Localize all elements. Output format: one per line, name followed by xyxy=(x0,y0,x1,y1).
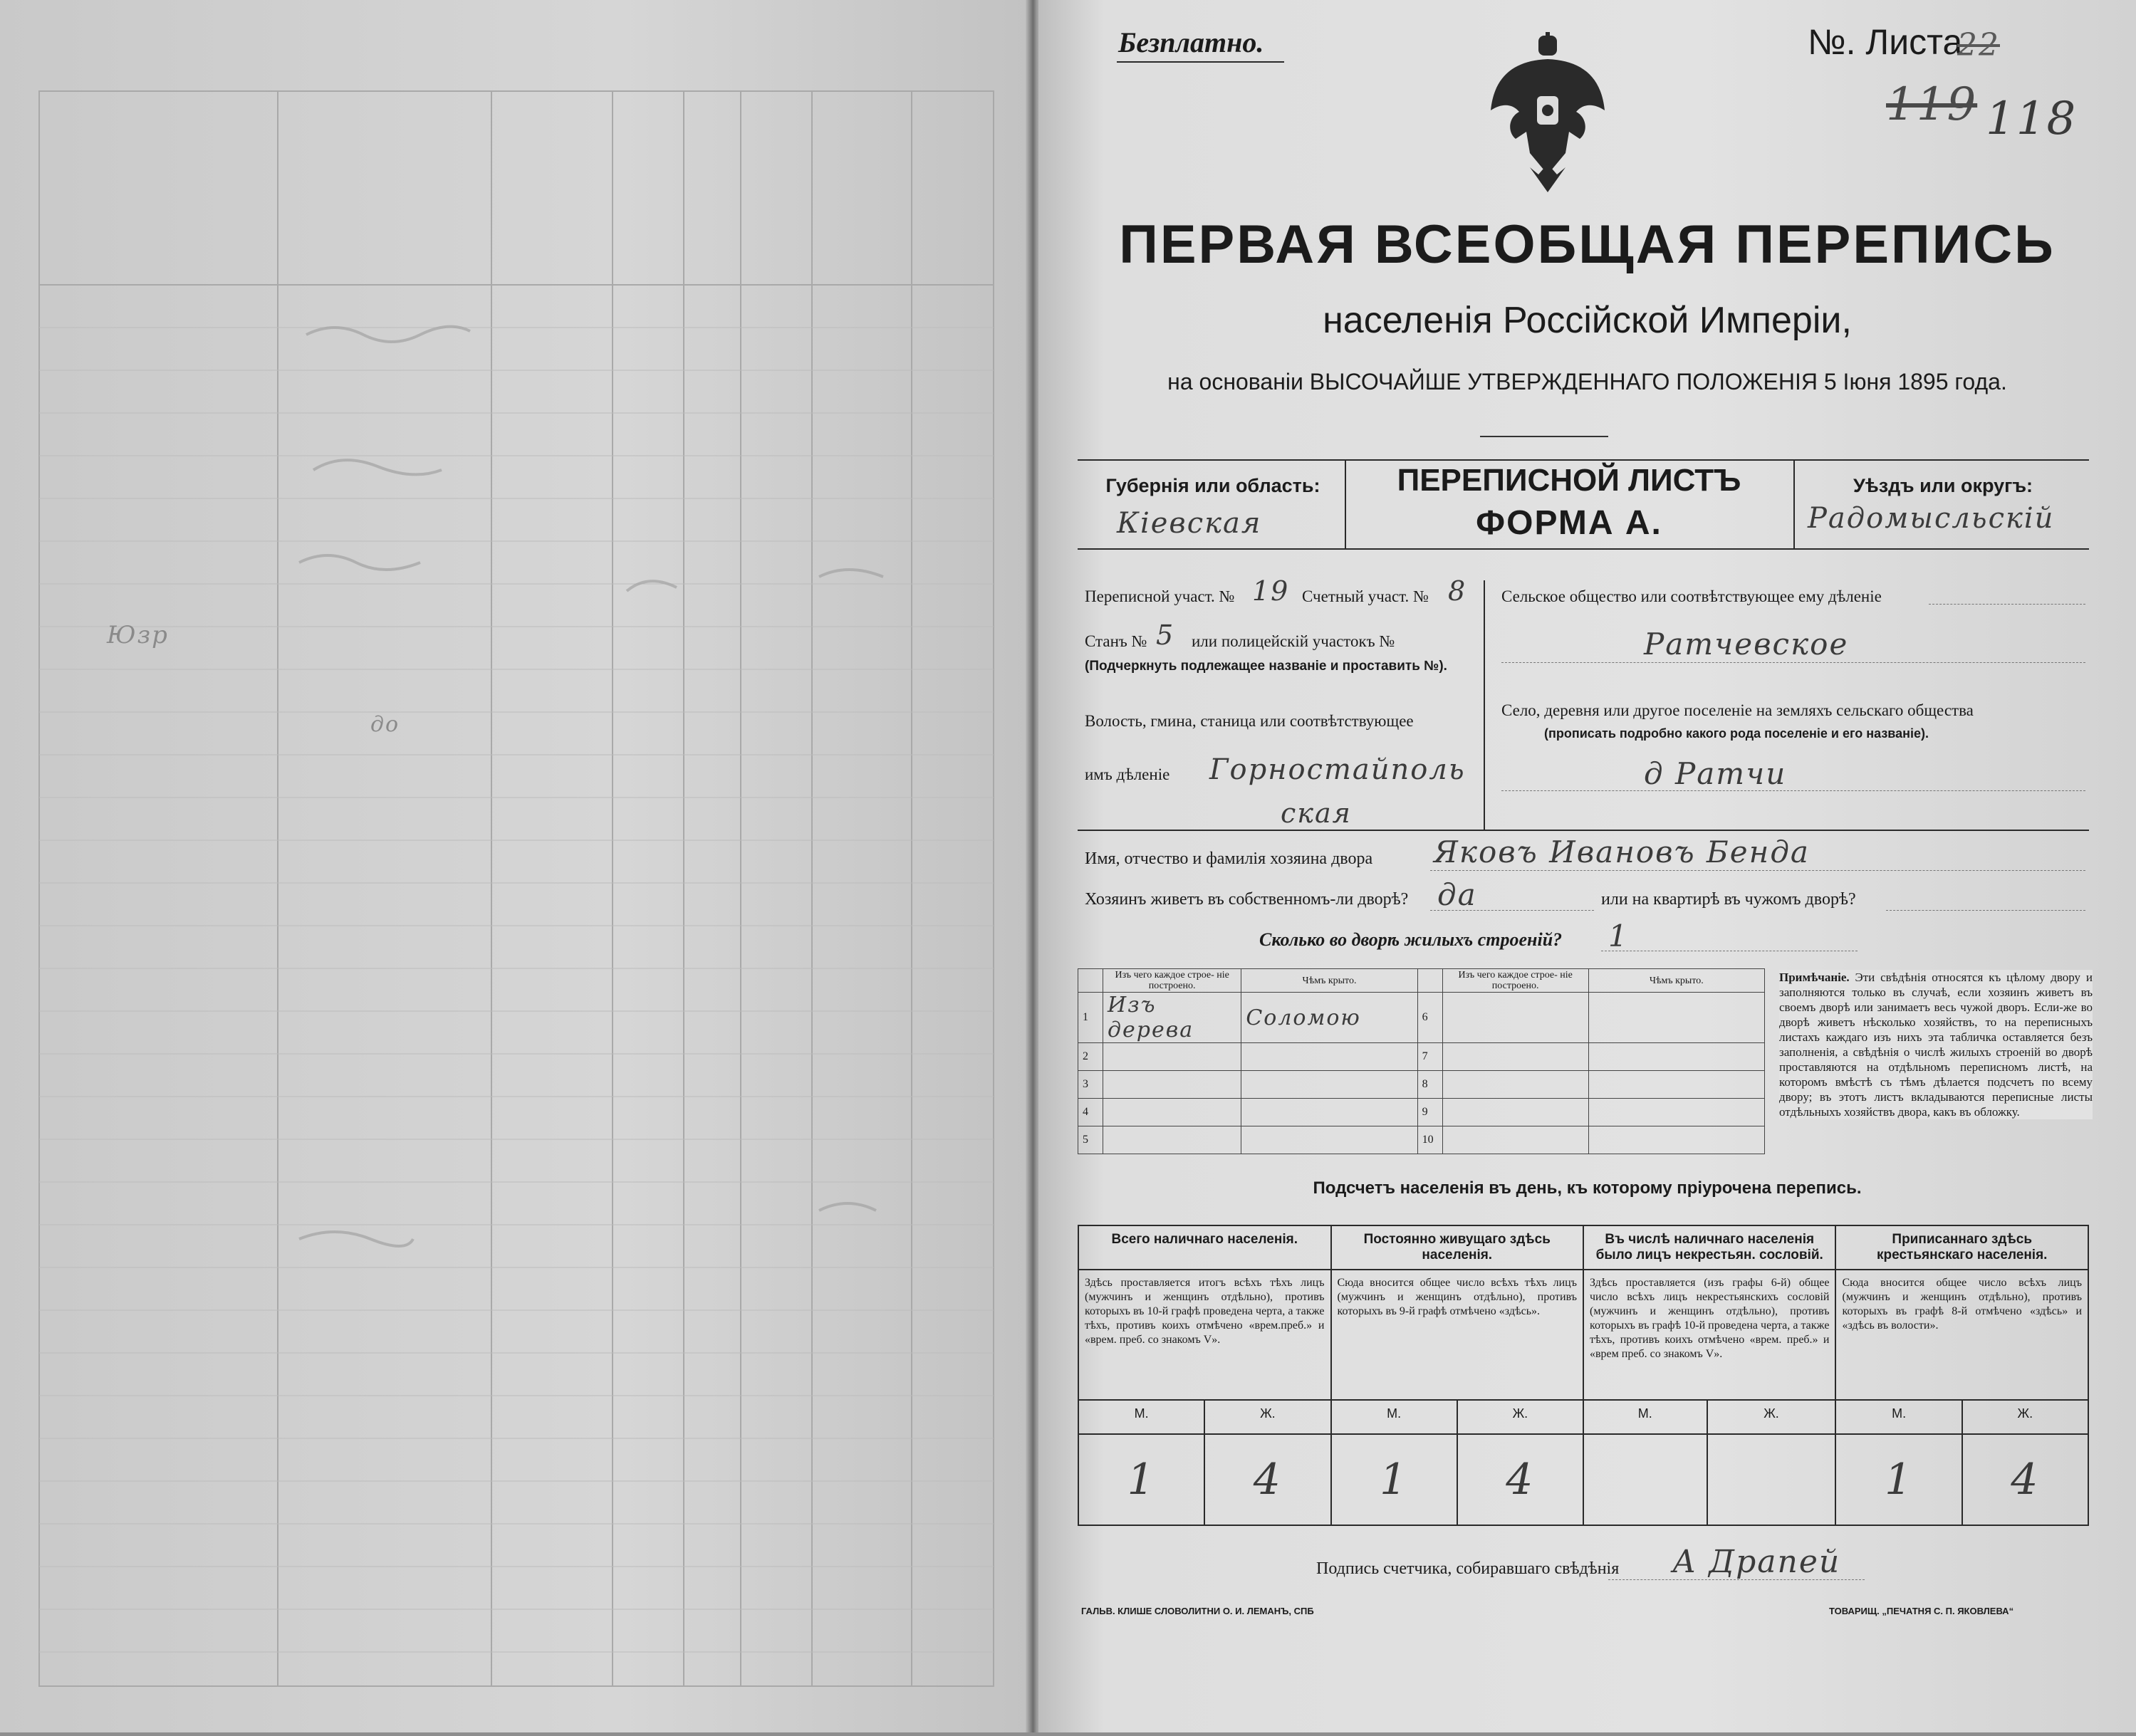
table-row: 3 8 xyxy=(1078,1071,1765,1099)
form-title: ФОРМА А. xyxy=(1476,504,1662,542)
ghost-mark-1: Юзр xyxy=(107,621,169,649)
total-male-count: 1 xyxy=(1078,1434,1204,1525)
left-page-ghost-grid xyxy=(0,0,1033,1732)
sheet-number-struck: 22 xyxy=(1957,27,2000,63)
count-col-1-desc: Здѣсь проставляется итогъ всѣхъ тѣхъ лицъ (мужчинъ и женщинъ отдѣльно), противъ которыхъ въ 10-й графѣ проведена черта, а также тѣхъ, противъ коихъ отмѣчено «врем.преб.» и «врем. преб. со знакомъ V». xyxy=(1078,1270,1331,1400)
col-material-right: Изъ чего каждое строе- ніе построено. xyxy=(1442,969,1588,993)
buildings-table xyxy=(1078,968,1765,1154)
archive-number-old: 119 xyxy=(1886,78,1978,131)
owner-label: Имя, отчество и фамилія хозяина двора xyxy=(1085,849,1373,868)
volost-label-2: имъ дѣленіе xyxy=(1085,765,1170,783)
printer-left: ГАЛЬВ. КЛИШЕ СЛОВОЛИТНИ О. И. ЛЕМАНЪ, СПБ xyxy=(1081,1606,1314,1616)
table-row: 2 7 xyxy=(1078,1043,1765,1071)
count-col-2-desc: Сюда вносится общее число всѣхъ тѣхъ лицъ (мужчинъ и женщинъ отдѣльно), противъ которыхъ въ 9-й графѣ отмѣчено «здѣсь». xyxy=(1331,1270,1584,1400)
ghost-mark-2: до xyxy=(370,712,400,737)
male-label: М. xyxy=(1835,1400,1962,1434)
district-label: Уѣздъ или округъ: xyxy=(1853,475,2033,496)
sheet-number-label: №. Листа xyxy=(1808,22,1963,62)
table-row: 4 9 xyxy=(1078,1099,1765,1126)
note-text: Эти свѣдѣнія относятся къ цѣлому двору и заполняются только въ случаѣ, если хозяинъ живетъ въ своемъ дворѣ или занимаетъ весь чужой дворъ. Если-же во дворѣ живетъ нѣсколько хозяйствъ, то на переписныхъ листахъ каждаго изъ нихъ эта табличка оставляется безъ заполненія, а свѣдѣнія о числѣ жилыхъ строеній во дворѣ проставляются на отдѣльномъ переписномъ листѣ, на которомъ вмѣстѣ съ тѣмъ дѣлается подсчетъ по всему двору; въ этотъ листъ вкладываются переписные листы отдѣльныхъ хозяйствъ двора, какъ въ обложку. xyxy=(1779,971,2093,1119)
buildings-count-value: 1 xyxy=(1608,919,1629,953)
form-subtitle: населенія Россійской Имперіи, xyxy=(1323,300,1852,341)
count-col-4-header: Приписаннаго здѣсь крестьянскаго населенія. xyxy=(1835,1225,2088,1270)
count-col-3-header: Въ числѣ наличнаго населенія было лицъ некрестьян. сословій. xyxy=(1583,1225,1835,1270)
owner-value: Яковъ Ивановъ Бенда xyxy=(1434,835,1810,869)
counting-area-value: 8 xyxy=(1448,575,1467,607)
census-area-value: 19 xyxy=(1252,575,1290,607)
registered-male-count: 1 xyxy=(1835,1434,1962,1525)
form-basis-line: на основаніи ВЫСОЧАЙШЕ УТВЕРЖДЕННАГО ПОЛОЖЕНІЯ 5 Іюня 1895 года. xyxy=(1167,369,2007,394)
male-label: М. xyxy=(1331,1400,1457,1434)
registered-female-count: 4 xyxy=(1962,1434,2088,1525)
table-row: 5 10 xyxy=(1078,1126,1765,1154)
stan-label: Станъ № xyxy=(1085,632,1147,650)
own-yard-label: Хозяинъ живетъ въ собственномъ-ли дворѣ? xyxy=(1085,890,1409,909)
police-label: или полицейскій участокъ № xyxy=(1192,632,1395,650)
note-block xyxy=(1779,970,2093,1119)
table-row: 1 Изъ дерева Соломою 6 xyxy=(1078,993,1765,1043)
permanent-male-count: 1 xyxy=(1331,1434,1457,1525)
stan-value: 5 xyxy=(1156,619,1175,651)
form-main-title: ПЕРВАЯ ВСЕОБЩАЯ ПЕРЕПИСЬ xyxy=(1119,214,2056,275)
nonpeasant-male-count xyxy=(1583,1434,1707,1525)
signature-label: Подпись счетчика, собиравшаго свѣдѣнія xyxy=(1316,1559,1620,1578)
census-form-page xyxy=(1038,0,2136,1732)
population-count-table xyxy=(1078,1225,2089,1526)
rural-society-value: Ратчевское xyxy=(1644,627,1849,662)
total-female-count: 4 xyxy=(1204,1434,1330,1525)
volost-label: Волость, гмина, станица или соотвѣтствующее xyxy=(1085,712,1414,730)
village-value: д Ратчи xyxy=(1644,756,1787,791)
female-label: Ж. xyxy=(1204,1400,1330,1434)
male-label: М. xyxy=(1078,1400,1204,1434)
printer-right: ТОВАРИЩ. „ПЕЧАТНЯ С. П. ЯКОВЛЕВА“ xyxy=(1829,1606,2014,1616)
underline-note: (Подчеркнуть подлежащее названіе и проставить №). xyxy=(1085,659,1447,674)
left-page xyxy=(0,0,1033,1732)
ornament-divider xyxy=(1480,436,1608,437)
count-title: Подсчетъ населенія въ день, къ которому пріурочена перепись. xyxy=(1313,1178,1862,1198)
volost-value: Горностайполь xyxy=(1209,753,1466,786)
signature-value: А Драпей xyxy=(1672,1544,1841,1580)
buildings-count-label: Сколько во дворѣ жилыхъ строеній? xyxy=(1259,929,1563,950)
count-col-4-desc: Сюда вносится общее число всѣхъ лицъ (мужчинъ и женщинъ отдѣльно), противъ которыхъ въ графѣ 8-й отмѣчено «здѣсь» и «здѣсь въ волости». xyxy=(1835,1270,2088,1400)
col-material-left: Изъ чего каждое строе- ніе построено. xyxy=(1103,969,1241,993)
permanent-female-count: 4 xyxy=(1457,1434,1583,1525)
counting-area-label: Счетный участ. № xyxy=(1302,587,1429,605)
note-label: Примѣчаніе. xyxy=(1779,971,1850,984)
archive-number-new: 118 xyxy=(1986,93,2078,145)
census-area-label: Переписной участ. № xyxy=(1085,587,1235,605)
col-roof-left: Чѣмъ крыто. xyxy=(1241,969,1417,993)
village-note: (прописать подробно какого рода поселеніе и его названіе). xyxy=(1544,726,1929,741)
province-label: Губернія или область: xyxy=(1105,475,1320,496)
female-label: Ж. xyxy=(1707,1400,1836,1434)
count-col-2-header: Постоянно живущаго здѣсь населенія. xyxy=(1331,1225,1584,1270)
province-value: Кіевская xyxy=(1117,507,1262,540)
sheet-title: ПЕРЕПИСНОЙ ЛИСТЪ xyxy=(1397,463,1741,498)
nonpeasant-female-count xyxy=(1707,1434,1836,1525)
count-col-3-desc: Здѣсь проставляется (изъ графы 6-й) общее число всѣхъ лицъ некрестьянскихъ сословій (мужчинъ и женщинъ отдѣльно), противъ которыхъ въ графѣ 10-й проведена черта, а также тѣхъ, противъ коихъ отмѣчено «врем. преб.» и «врем преб. со знакомъ V». xyxy=(1583,1270,1835,1400)
village-label: Село, деревня или другое поселеніе на земляхъ сельскаго общества xyxy=(1501,701,1974,719)
roof-value: Соломою xyxy=(1241,993,1417,1043)
material-value: Изъ дерева xyxy=(1103,993,1241,1043)
free-label: Безплатно. xyxy=(1118,26,1264,58)
rural-society-label: Сельское общество или соотвѣтствующее ему дѣленіе xyxy=(1501,587,1882,605)
rented-label: или на квартирѣ въ чужомъ дворѣ? xyxy=(1601,890,1856,909)
col-roof-right: Чѣмъ крыто. xyxy=(1588,969,1764,993)
own-yard-value: да xyxy=(1437,877,1477,912)
female-label: Ж. xyxy=(1457,1400,1583,1434)
female-label: Ж. xyxy=(1962,1400,2088,1434)
imperial-eagle-emblem xyxy=(1487,32,1608,196)
district-value: Радомысльскій xyxy=(1808,502,2055,535)
volost-value-2: ская xyxy=(1281,798,1352,829)
count-col-1-header: Всего наличнаго населенія. xyxy=(1078,1225,1331,1270)
male-label: М. xyxy=(1583,1400,1707,1434)
